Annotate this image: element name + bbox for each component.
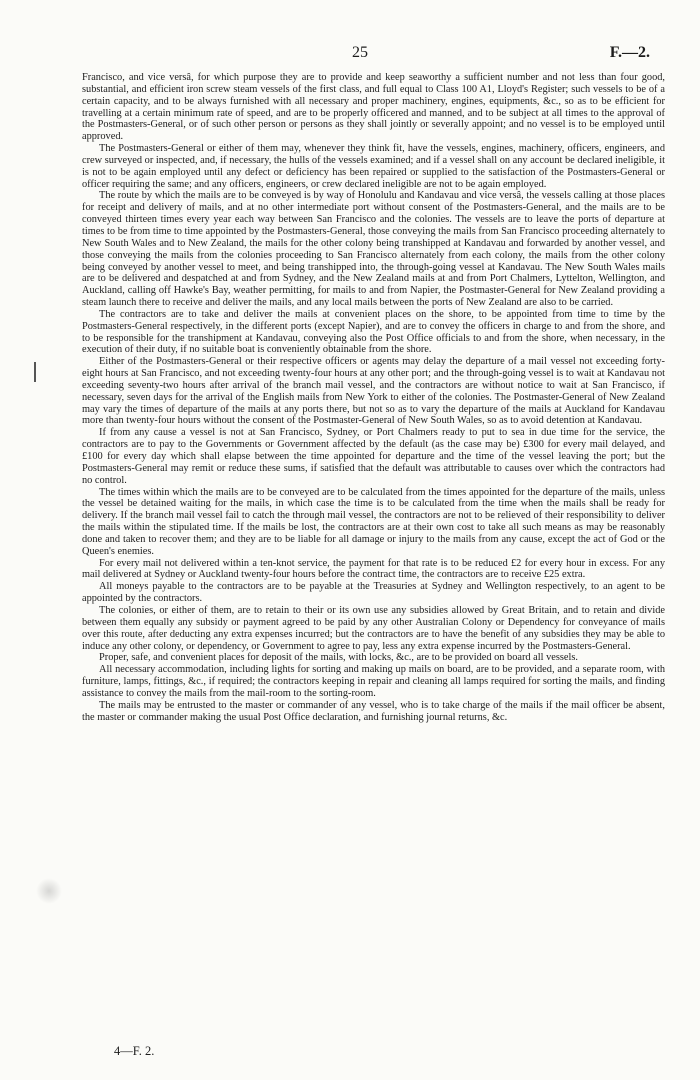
paragraph: The colonies, or either of them, are to retain to their or its own use any subsidies allowed by Great Britain, and to retain and divide between them equally any subsidy or payment agreed to be paid by any other Australian Colony or Dependency for conveyance of mails over this route, after deducting any extra expenses incurred; but the contractors are to have the benefit of any subsidies they may be able to induce any other colony, or dependency, or Government to agree to pay, less any extra expense incurred by the Postmasters-General. (82, 604, 665, 652)
page-header (82, 44, 650, 66)
paragraph: Francisco, and vice versâ, for which purpose they are to provide and keep seaworthy a sufficient number and not less than four good, substantial, and efficient iron screw steam vessels of the first class, and full equal to Class 100 A1, Lloyd's Register; such vessels to be of a certain capacity, and to be always furnished with all necessary and proper machinery, engines, equipments, &c., so as to be efficient for travelling at a certain minimum rate of speed, and are to be properly officered and manned, and to be subject at all times to the approval of the Postmasters-General, or of such other person or persons as they shall jointly or severally appoint; and no vessel is to be employed until approved. (82, 72, 665, 143)
paragraph: For every mail not delivered within a ten-knot service, the payment for that rate is to be reduced £2 for every hour in excess. For any mail delivered at Sydney or Auckland twenty-four hours before the contract time, the contractors are to receive £25 extra. (82, 557, 665, 581)
paragraph: The Postmasters-General or either of them may, whenever they think fit, have the vessels, engines, machinery, officers, engineers, and crew surveyed or inspected, and, if necessary, the hulls of the vessels examined; and if a vessel shall on any account be declared ineligible, it is not to be again employed until any defect or deficiency has been repaired or supplied to the satisfaction of the Postmasters-General or officer requiring the same; and any officers, engineers, or crew declared ineligible are not to be again employed. (82, 143, 665, 190)
paragraph: Proper, safe, and convenient places for deposit of the mails, with locks, &c., are to be provided on board all vessels. (99, 652, 578, 664)
paragraph: All necessary accommodation, including lights for sorting and making up mails on board, are to be provided, and a separate room, with furniture, lamps, fittings, &c., if required; the contractors keeping in repair and cleaning all lamps required for sorting the mails, and finding assistance to convey the mails from the mail-room to the sorting-room. (82, 664, 665, 699)
paragraph: Either of the Postmasters-General or their respective officers or agents may delay the departure of a mail vessel not exceeding forty-eight hours at San Francisco, and not exceeding twenty-four hours at any other port; and the through-going vessel is to wait at Kandavau not exceeding seventy-two hours after arrival of the branch mail vessel, and the contractors are without notice to wait at San Francisco, if necessary, seven days for the arrival of the English mails from New York to either of the colonies. The Postmaster-General of New Zealand may vary the times of departure of the mails at any ports there, but not so as to vary the departure of the mails at Auckland for Kandavau more than twenty-four hours without the consent of the Postmaster-General of New South Wales, so as to avoid detention at Kandavau. (82, 356, 665, 427)
document-code: F.—2. (609, 44, 650, 61)
body-text (82, 72, 665, 723)
ink-smudge (36, 878, 62, 904)
paragraph: The route by which the mails are to be conveyed is by way of Honolulu and Kandavau and vice versâ, the vessels calling at those places for receipt and delivery of mails, and at no other intermediate port without consent of the Postmasters-General, and the mails are to be conveyed thirteen times every year each way between San Francisco and the colonies. The vessels are to leave the ports of departure at times to be from time to time appointed by the Postmasters-General, those conveying the mails from San Francisco proceeding alternately to New South Wales and to New Zealand, the mails for the other colony being transhipped at Kandavau and forwarded by another vessel, and those conveying the mails from the colonies proceeding to San Francisco alternately from each colony, the mails from the other colony being conveyed by another vessel to meet, and being transhipped into, the through-going vessel at Kandavau. The New South Wales mails are to be delivered and despatched at and from Sydney, and the New Zealand mails at and from Port Chalmers, Lyttelton, Wellington, and Auckland, calling off Hawke's Bay, weather permitting, for mails to and from Napier, the Postmaster-General for New Zealand providing a steam launch there to receive and deliver the mails, and any local mails between the ports of New Zealand are also to be carried. (82, 190, 665, 309)
page-number: 25 (352, 44, 368, 61)
paragraph: All moneys payable to the contractors are to be payable at the Treasuries at Sydney and Wellington respectively, to an agent to be appointed by the contractors. (82, 581, 665, 605)
paragraph: The contractors are to take and deliver the mails at convenient places on the shore, to be appointed from time to time by the Postmasters-General respectively, in the different ports (except Napier), and are to convey the officers in charge to and from the shore, and to be responsible for the transhipment at Kandavau, conveying also the Post Office officials to and from the shore, when necessary, in the execution of their duty, if no suitable boat is conveniently obtainable from the shore. (82, 308, 665, 356)
signature-mark: 4—F. 2. (114, 1044, 155, 1058)
paragraph: If from any cause a vessel is not at San Francisco, Sydney, or Port Chalmers ready to put to sea in due time for the service, the contractors are to pay to the Governments or Government affected by the default (as the case may be) £300 for every mail delayed, and £100 for every day which shall elapse between the time appointed for departure and the time of the vessel leaving the port; but the Postmasters-General may remit or reduce these sums, if satisfied that the default was attributable to causes over which the contractors had no control. (82, 427, 665, 486)
paragraph: The mails may be entrusted to the master or commander of any vessel, who is to take charge of the mails if the mail officer be absent, the master or commander making the usual Post Office declaration, and furnishing journal returns, &c. (82, 699, 665, 723)
margin-mark (34, 362, 36, 382)
paragraph: The times within which the mails are to be conveyed are to be calculated from the times appointed for the departure of the mails, unless the vessel be detained waiting for the mails, in which case the time is to be calculated from the time when the mails shall be ready for delivery. If the branch mail vessel fail to catch the through mail vessel, the contractors are not to be relieved of their responsibility to deliver the mails within the stipulated time. If the mails be lost, the contractors are at their own cost to take all such means as may be reasonably done and taken to recover them; and they are to be liable for all damage or injury to the mails from any cause, except the act of God or the Queen's enemies. (82, 486, 665, 557)
